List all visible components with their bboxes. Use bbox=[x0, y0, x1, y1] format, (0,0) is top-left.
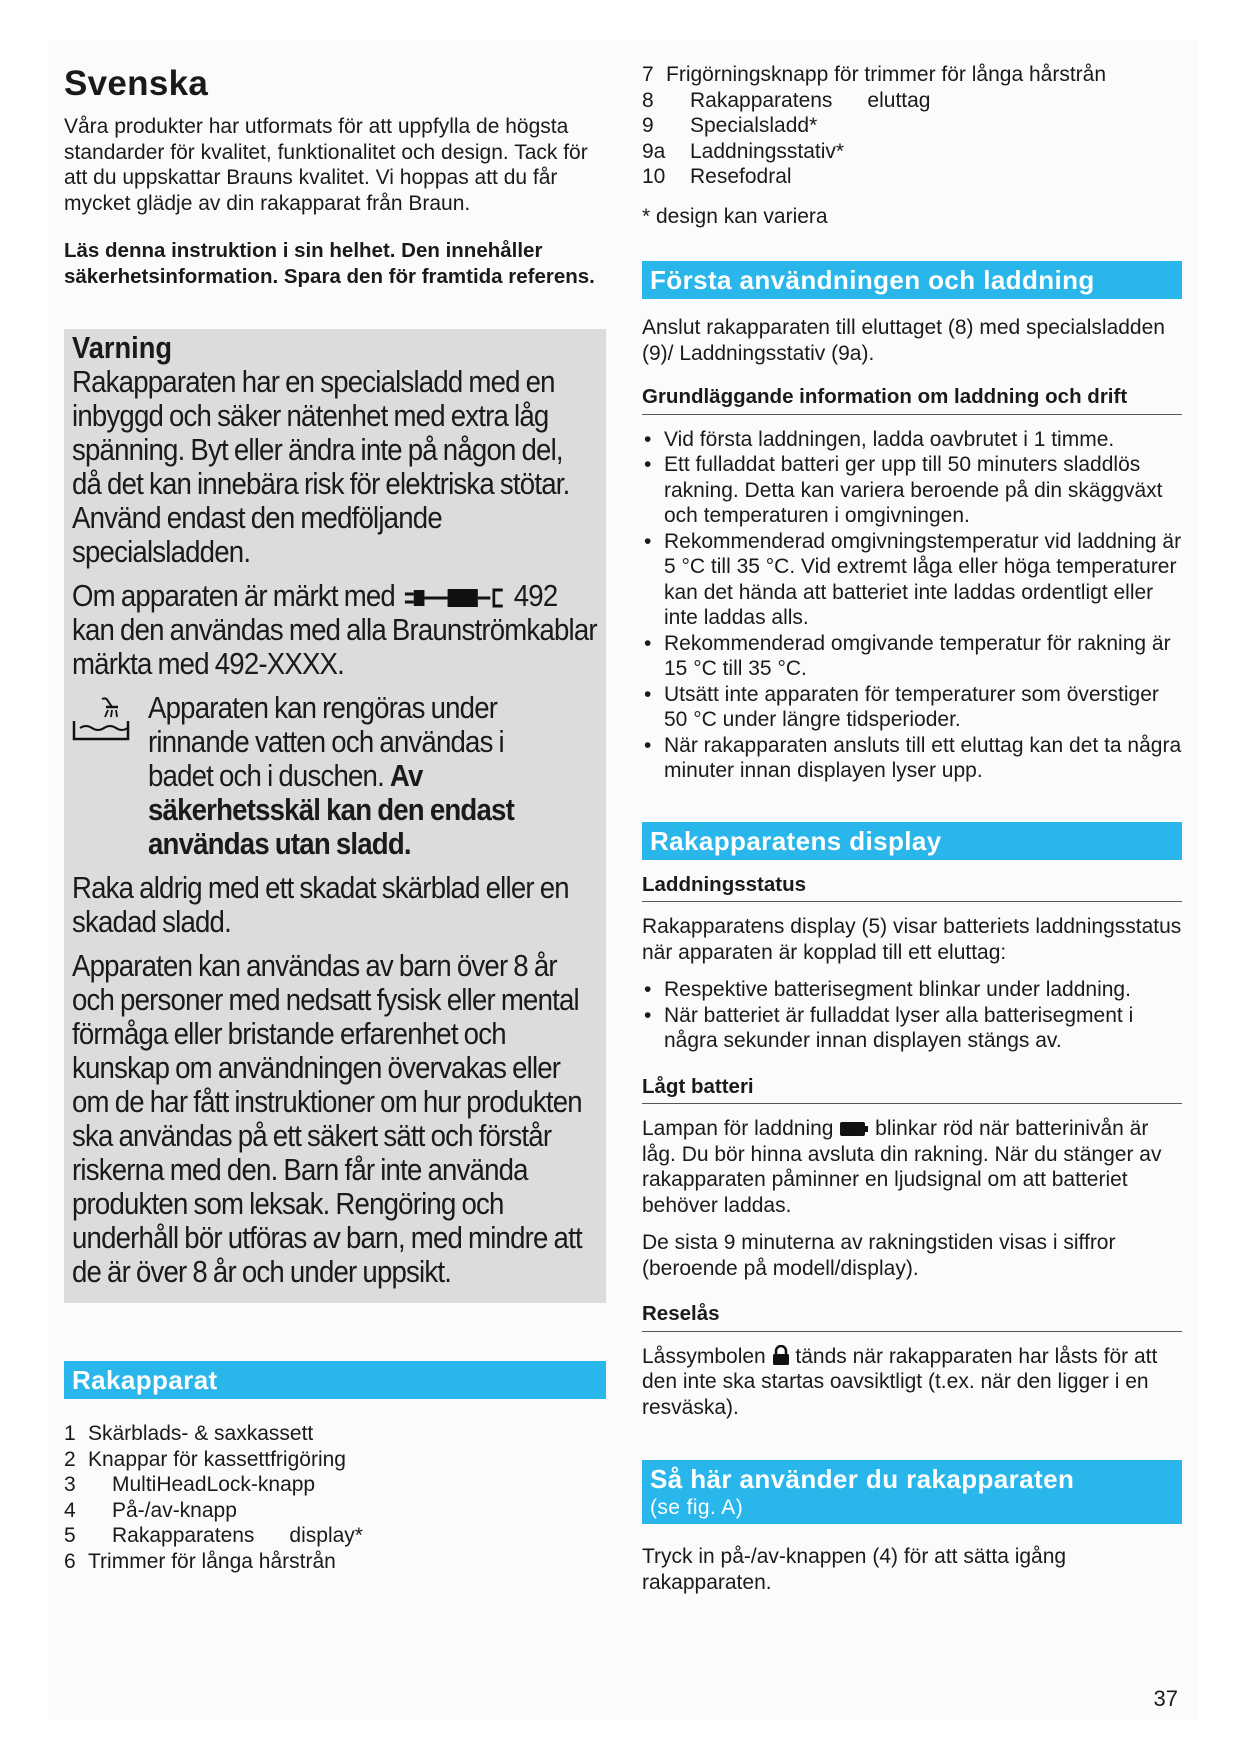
water-safety-row bbox=[72, 691, 598, 861]
page-number: 37 bbox=[1153, 1686, 1178, 1711]
warning-paragraph-water bbox=[148, 691, 531, 861]
left-column bbox=[64, 40, 606, 1574]
basic-info-heading: Grundläggande information om laddning och drift bbox=[642, 384, 1182, 415]
usage-heading bbox=[642, 1460, 1182, 1524]
battery-icon bbox=[839, 1121, 869, 1137]
usage-heading-title: Så här använder du rakapparaten bbox=[650, 1464, 1075, 1494]
warning-water-bold: Av säkerhetsskäl kan den endast användas utan sladd. bbox=[148, 758, 514, 861]
design-note: * design kan variera bbox=[642, 204, 828, 228]
low-battery-minutes: De sista 9 minuterna av rakningstiden visas i siffror (beroende på modell/display). bbox=[642, 1231, 1116, 1280]
warning-492-post: 492 kan den användas med alla Braunströmkablar märkta med 492-XXXX. bbox=[72, 578, 597, 681]
low-battery-text: Lampan för laddning blinkar röd när batterinivån är låg. Du bör hinna avsluta din rakning. När du stänger av rakapparaten påminner en ljudsignal om att batteriet behöver laddas. bbox=[642, 1117, 1162, 1217]
list-item: • Rekommenderad omgivande temperatur för rakning är 15 °C till 35 °C. bbox=[642, 631, 1182, 682]
list-item: 3 MultiHeadLock-knapp bbox=[64, 1473, 316, 1496]
travel-lock-heading: Reselås bbox=[642, 1301, 1182, 1332]
travel-lock-text: Låssymbolen tänds när rakapparaten har låsts för att den inte ska startas oavsiktligt (t.ex. när den ligger i en resväska). bbox=[642, 1344, 1158, 1419]
plug-cord-icon bbox=[401, 585, 508, 611]
list-item: 8 Rakapparatens eluttag bbox=[642, 88, 931, 112]
warning-paragraph-cord: Rakapparaten har en specialsladd med en inbyggd och säker nätenhet med extra låg spänning. Byt eller ändra inte på någon del, då det kan innebära risk för elektriska stötar. Använd endast den medföljande specialsladden. bbox=[72, 364, 570, 569]
list-item: • Rekommenderad omgivningstemperatur vid laddning är 5 °C till 35 °C. Vid extremt låga eller höga temperaturer kan det hända att batteriet inte laddas ordentligt eller inte laddas alls. bbox=[642, 529, 1182, 631]
warning-paragraph-492 bbox=[72, 579, 597, 681]
lock-icon bbox=[772, 1345, 790, 1365]
right-column bbox=[642, 40, 1182, 1595]
list-item: 10 Resefodral bbox=[642, 165, 792, 188]
icon-container bbox=[72, 691, 148, 861]
charge-status-heading: Laddningsstatus bbox=[642, 872, 1182, 903]
list-item: 2 Knappar för kassettfrigöring bbox=[64, 1447, 346, 1471]
usage-heading-sub: (se fig. A) bbox=[650, 1496, 744, 1519]
list-item: 9a Laddningsstativ* bbox=[642, 139, 845, 163]
list-item: • Vid första laddningen, ladda oavbrutet i 1 timme. bbox=[642, 427, 1182, 453]
parts-list-continued bbox=[642, 62, 1182, 190]
manual-page bbox=[48, 40, 1198, 1720]
list-item: 4 På-/av-knapp bbox=[64, 1498, 237, 1522]
warning-box bbox=[64, 329, 606, 1303]
intro-paragraph: Våra produkter har utformats för att uppfylla de högsta standarder för kvalitet, funktionalitet och design. Tack för att du uppskattar Brauns kvalitet. Vi hoppas att du får mycket glädje av din rakapparat från Braun. bbox=[64, 115, 588, 215]
warning-paragraph-children: Apparaten kan användas av barn över 8 år och personer med nedsatt fysisk eller mental förmåga eller bristande erfarenhet och kunskap om användningen övervakas eller om de har fått instruktioner om hur produkten ska användas på ett säkert sätt och förstår riskerna med den. Barn får inte använda produkten som leksak. Rengöring och underhåll bör utföras av barn, med mindre att de är över 8 år och under uppsikt. bbox=[72, 948, 582, 1289]
list-item: 9 Specialsladd* bbox=[642, 114, 818, 137]
language-title: Svenska bbox=[64, 64, 209, 103]
list-item: 5 Rakapparatens display* bbox=[64, 1524, 363, 1547]
list-item: 1 Skärblads- & saxkassett bbox=[64, 1422, 314, 1445]
list-item: • När rakapparaten ansluts till ett eluttag kan det ta några minuter innan displayen lyser upp. bbox=[642, 733, 1182, 784]
first-use-heading: Första användningen och laddning bbox=[642, 261, 1182, 299]
list-item: • Utsätt inte apparaten för temperaturer som överstiger 50 °C under längre tidsperioder. bbox=[642, 682, 1182, 733]
first-use-text: Anslut rakapparaten till eluttaget (8) med specialsladden (9)/ Laddningsstativ (9a). bbox=[642, 316, 1165, 365]
usage-text: Tryck in på-/av-knappen (4) för att sätta igång rakapparaten. bbox=[642, 1545, 1067, 1594]
display-heading: Rakapparatens display bbox=[642, 822, 1182, 860]
list-item: • Ett fulladdat batteri ger upp till 50 minuters sladdlös rakning. Detta kan variera beroende på din skäggväxt och temperaturen i omgivningen. bbox=[642, 452, 1182, 529]
list-item: 7 Frigörningsknapp för trimmer för långa hårstrån bbox=[642, 63, 1107, 86]
list-item: • Respektive batterisegment blinkar under laddning. bbox=[642, 977, 1182, 1003]
warning-water-text: Apparaten kan rengöras under rinnande vatten och användas i badet och i duschen. bbox=[148, 690, 504, 793]
shower-bath-icon bbox=[72, 695, 130, 743]
charge-status-list bbox=[642, 977, 1182, 1054]
warning-paragraph-damaged: Raka aldrig med ett skadat skärblad eller en skadad sladd. bbox=[72, 870, 569, 939]
list-item: 6 Trimmer för långa hårstrån bbox=[64, 1549, 336, 1573]
parts-list bbox=[64, 1421, 606, 1574]
warning-title: Varning bbox=[72, 330, 173, 365]
list-item: • När batteriet är fulladdat lyser alla batterisegment i några sekunder innan displayen stängs av. bbox=[642, 1003, 1182, 1054]
warning-492-pre: Om apparaten är märkt med bbox=[72, 578, 395, 613]
rakapparat-heading: Rakapparat bbox=[64, 1361, 606, 1399]
low-battery-heading: Lågt batteri bbox=[642, 1074, 1182, 1105]
basic-info-list bbox=[642, 427, 1182, 784]
charge-status-text: Rakapparatens display (5) visar batteriets laddningsstatus när apparaten är kopplad till ett eluttag: bbox=[642, 915, 1182, 964]
read-instructions-note: Läs denna instruktion i sin helhet. Den innehåller säkerhetsinformation. Spara den för framtida referens. bbox=[64, 239, 595, 288]
